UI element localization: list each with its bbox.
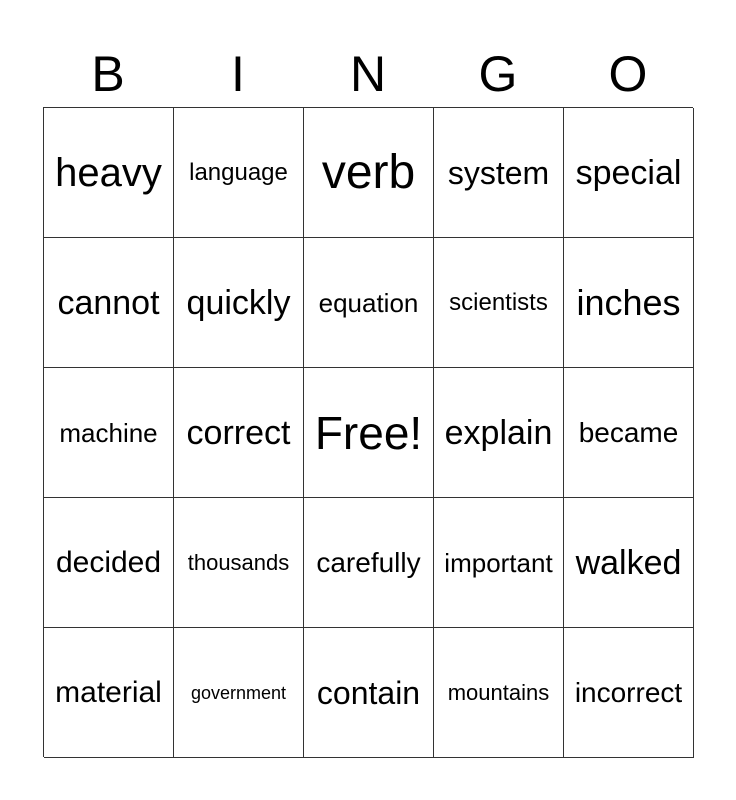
bingo-cell[interactable]: mountains: [434, 628, 564, 758]
bingo-cell[interactable]: explain: [434, 368, 564, 498]
header-letter-g: G: [478, 46, 518, 102]
bingo-cell[interactable]: equation: [304, 238, 434, 368]
bingo-header: [43, 40, 693, 108]
bingo-cell[interactable]: important: [434, 498, 564, 628]
bingo-cell[interactable]: walked: [564, 498, 694, 628]
bingo-board: [43, 107, 693, 757]
header-letter-n: N: [349, 46, 387, 102]
bingo-cell[interactable]: inches: [564, 238, 694, 368]
bingo-cell[interactable]: cannot: [44, 238, 174, 368]
bingo-cell[interactable]: material: [44, 628, 174, 758]
bingo-cell[interactable]: language: [174, 108, 304, 238]
header-letter-b: B: [91, 46, 125, 102]
bingo-cell[interactable]: incorrect: [564, 628, 694, 758]
bingo-cell[interactable]: thousands: [174, 498, 304, 628]
bingo-cell[interactable]: decided: [44, 498, 174, 628]
bingo-cell[interactable]: special: [564, 108, 694, 238]
bingo-cell[interactable]: system: [434, 108, 564, 238]
bingo-cell[interactable]: carefully: [304, 498, 434, 628]
bingo-cell[interactable]: scientists: [434, 238, 564, 368]
free-space-cell[interactable]: Free!: [304, 368, 434, 498]
bingo-cell[interactable]: heavy: [44, 108, 174, 238]
bingo-cell[interactable]: became: [564, 368, 694, 498]
bingo-cell[interactable]: machine: [44, 368, 174, 498]
header-letter-i: I: [231, 46, 245, 102]
bingo-cell[interactable]: correct: [174, 368, 304, 498]
header-letter-o: O: [608, 46, 648, 102]
bingo-cell[interactable]: contain: [304, 628, 434, 758]
bingo-cell[interactable]: quickly: [174, 238, 304, 368]
bingo-cell[interactable]: verb: [304, 108, 434, 238]
bingo-cell[interactable]: government: [174, 628, 304, 758]
